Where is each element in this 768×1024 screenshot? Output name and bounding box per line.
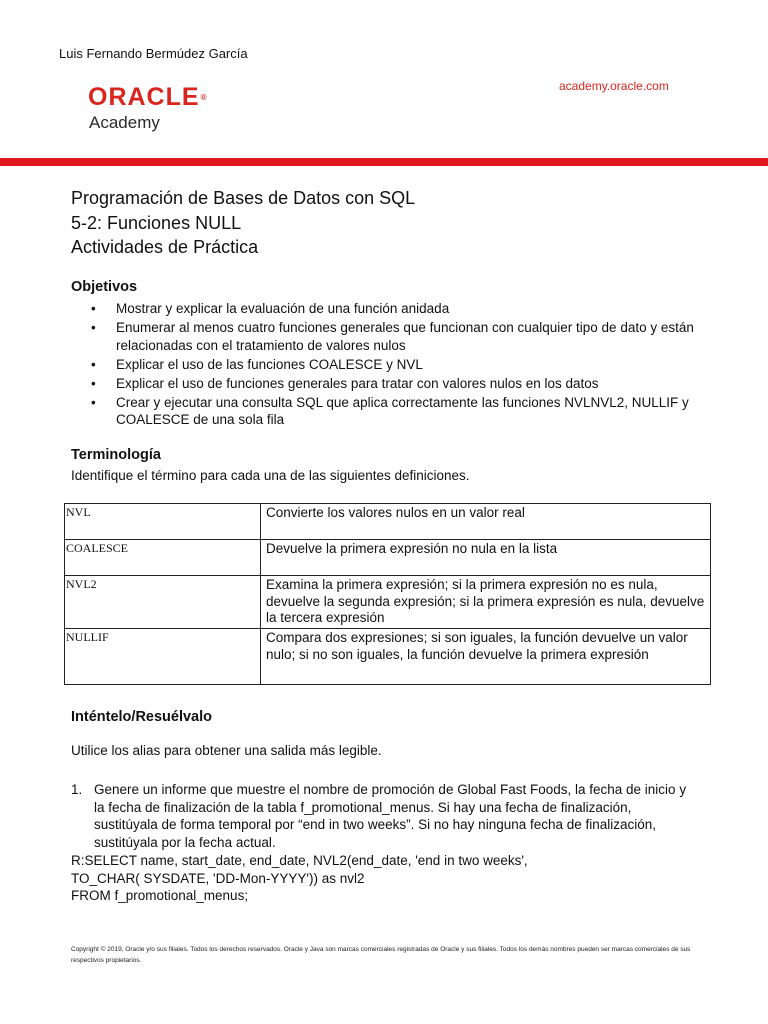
terminology-intro: Identifique el término para cada una de las siguientes definiciones. — [71, 468, 470, 483]
list-item: • Explicar el uso de funciones generales para tratar con valores nulos en los datos — [91, 375, 599, 391]
author-name: Luis Fernando Bermúdez García — [59, 46, 248, 61]
table-row — [65, 629, 711, 685]
copyright-footer: Copyright © 2019, Oracle y/o sus filiales. Todos los derechos reservados. Oracle y Java son marcas comerciales registradas de Oracle y sus filiales. Todos los demás nombres pueden ser marcas comerciales de sus respectivos propietarios. — [71, 946, 691, 964]
definition-cell: Compara dos expresiones; si son iguales, la función devuelve un valor nulo; si no son iguales, la función devuelve la primera expresión — [261, 629, 711, 685]
answer-line: TO_CHAR( SYSDATE, 'DD-Mon-YYYY')) as nvl2 — [71, 870, 365, 886]
table-row — [65, 576, 711, 629]
course-title: Programación de Bases de Datos con SQL — [71, 188, 416, 208]
definition-cell: Examina la primera expresión; si la primera expresión no es nula, devuelve la segunda expresión; si la primera expresión es nula, devuelve la tercera expresión — [261, 576, 711, 629]
list-item: • Mostrar y explicar la evaluación de una función anidada — [91, 301, 450, 316]
title-block — [71, 186, 415, 260]
terminology-table — [64, 503, 711, 685]
terminology-heading: Terminología — [71, 447, 161, 463]
objectives-list — [0, 300, 706, 430]
table-row — [65, 540, 711, 576]
bullet-icon: • — [91, 375, 96, 391]
bullet-icon: • — [91, 320, 96, 335]
term-cell[interactable]: NULLIF — [65, 629, 261, 685]
term-cell[interactable]: NVL — [65, 504, 261, 540]
objectives-heading: Objetivos — [71, 279, 138, 295]
lesson-title: 5-2: Funciones NULL — [71, 212, 242, 233]
bullet-icon: • — [91, 394, 96, 410]
try-it-heading: Inténtelo/Resuélvalo — [71, 709, 213, 725]
table-row — [65, 504, 711, 540]
list-item: • Explicar el uso de las funciones COALESCE y NVL — [91, 356, 423, 372]
bullet-icon: • — [91, 301, 96, 316]
question-text: Genere un informe que muestre el nombre de promoción de Global Fast Foods, la fecha de inicio y la fecha de finalización de la tabla f_promotional_menus. Si hay una fecha de finalización, sustitúyala de forma temporal por “end in two weeks”. Si no hay ninguna fecha de finalización, sustitúyala por la fecha actual. — [94, 782, 687, 850]
term-cell[interactable]: COALESCE — [65, 540, 261, 576]
site-url-link[interactable]: academy.oracle.com — [559, 79, 669, 93]
definition-cell: Convierte los valores nulos en un valor real — [261, 504, 711, 540]
list-item: • Enumerar al menos cuatro funciones generales que funcionan con cualquier tipo de dato y están relacionadas con el tratamiento de valores nulos — [91, 320, 694, 353]
bullet-icon: • — [91, 356, 96, 372]
activity-title: Actividades de Práctica — [71, 237, 259, 257]
logo-academy-text: Academy — [89, 113, 160, 132]
definition-cell: Devuelve la primera expresión no nula en la lista — [261, 540, 711, 576]
logo-brand: ORACLE® — [88, 83, 207, 111]
logo-registered-mark: ® — [200, 93, 207, 102]
list-item: • Crear y ejecutar una consulta SQL que aplica correctamente las funciones NVLNVL2, NULLIF y COALESCE de una sola fila — [91, 394, 689, 427]
answer-block[interactable] — [71, 852, 528, 905]
question-number: 1. — [71, 782, 83, 797]
header-divider-bar — [0, 158, 768, 166]
term-cell[interactable]: NVL2 — [65, 576, 261, 629]
answer-line: FROM f_promotional_menus; — [71, 888, 249, 903]
question-1 — [71, 781, 691, 851]
answer-line: R:SELECT name, start_date, end_date, NVL2(end_date, 'end in two weeks', — [71, 853, 528, 868]
try-it-intro: Utilice los alias para obtener una salida más legible. — [71, 743, 382, 758]
oracle-academy-logo — [88, 85, 206, 133]
